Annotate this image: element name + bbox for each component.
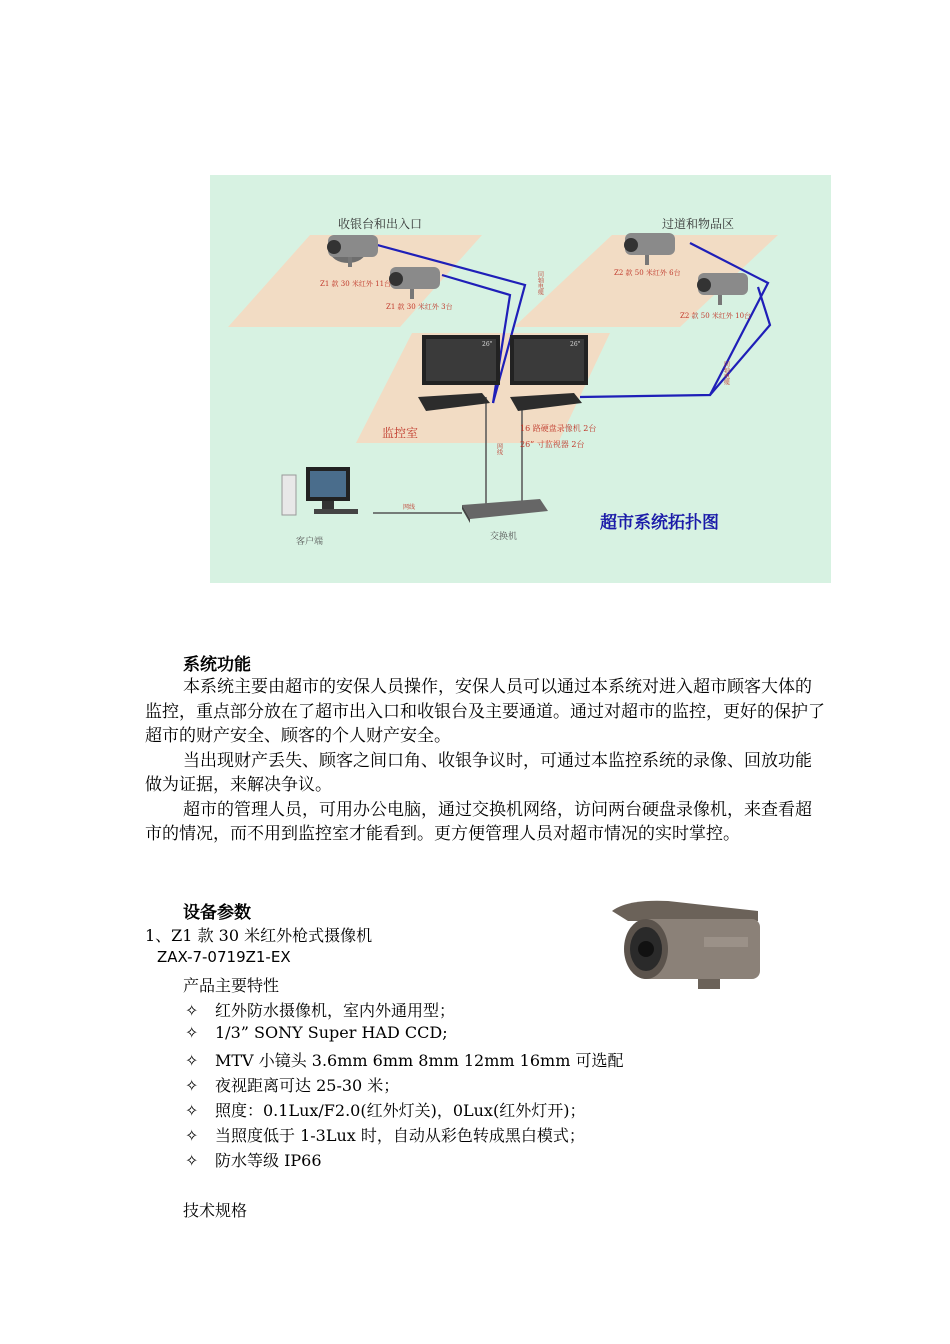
network-horizontal-label: 网线 xyxy=(403,504,416,511)
feature-item: ✧ 夜视距离可达 25-30 米； xyxy=(185,1076,400,1095)
feature-item: ✧ 当照度低于 1-3Lux 时，自动从彩色转成黑白模式； xyxy=(185,1126,585,1145)
params-title: 设备参数 xyxy=(183,903,251,923)
camera-photo xyxy=(608,897,768,1007)
bullet-icon: ✧ xyxy=(185,1051,199,1070)
bullet-icon: ✧ xyxy=(185,1151,199,1170)
feature-item: ✧ 红外防水摄像机，室内外通用型； xyxy=(185,1001,456,1020)
function-title: 系统功能 xyxy=(183,655,251,675)
spec-title: 技术规格 xyxy=(183,1201,248,1220)
feature-item: ✧ 防水等级 IP66 xyxy=(185,1151,322,1170)
client-label: 客户端 xyxy=(296,537,324,547)
cam-z2-6-label: Z2 款 50 米红外 6台 xyxy=(614,269,681,277)
dvr-label: 16 路硬盘录像机 2台 xyxy=(520,424,597,433)
feature-item: ✧ MTV 小镜头 3.6mm 6mm 8mm 12mm 16mm 可选配 xyxy=(185,1051,624,1070)
diagram-title: 超市系统拓扑图 xyxy=(600,513,719,533)
product-title: 1、Z1 款 30 米红外枪式摄像机 xyxy=(145,926,373,945)
monitor-badge-left: 26" xyxy=(482,341,493,348)
bullet-icon: ✧ xyxy=(185,1101,199,1120)
features-title: 产品主要特性 xyxy=(183,976,280,995)
cam-z1-3-label: Z1 款 30 米红外 3台 xyxy=(386,303,453,311)
topology-diagram xyxy=(210,175,831,583)
switch-icon xyxy=(462,499,548,523)
bullet-icon: ✧ xyxy=(185,1023,199,1042)
bullet-icon: ✧ xyxy=(185,1001,199,1020)
network-vertical-label: 网线 xyxy=(495,443,503,455)
zone-checkout-label: 收银台和出入口 xyxy=(338,217,423,231)
bullet-icon: ✧ xyxy=(185,1076,199,1095)
switch-label: 交换机 xyxy=(490,532,518,542)
monitor-badge-right: 26" xyxy=(570,341,581,348)
camera-photo-icon xyxy=(608,897,768,1007)
function-paragraph-3: 超市的管理人员，可用办公电脑，通过交换机网络，访问两台硬盘录像机，来查看超市的情况，而不用到监控室才能看到。更方便管理人员对超市情况的实时掌控。 xyxy=(145,799,812,844)
monitor-room-label: 监控室 xyxy=(382,426,419,440)
zone-aisle-label: 过道和物品区 xyxy=(662,217,735,231)
feature-item: ✧ 照度：0.1Lux/F2.0(红外灯关)，0Lux(红外灯开)； xyxy=(185,1101,586,1120)
cable-left-label: 同轴电缆 xyxy=(536,271,544,295)
topology-svg xyxy=(210,175,831,583)
client-pc-icon xyxy=(282,467,358,515)
cam-z1-11-label: Z1 款 30 米红外 11台 xyxy=(320,280,392,288)
function-paragraph-2: 当出现财产丢失、顾客之间口角、收银争议时，可通过本监控系统的录像、回放功能做为证据，来解决争议。 xyxy=(145,750,812,795)
feature-item: ✧ 1/3” SONY Super HAD CCD; xyxy=(185,1023,448,1042)
function-body xyxy=(145,675,825,847)
monitor-label: 26” 寸监视器 2台 xyxy=(520,440,585,449)
cam-z2-10-label: Z2 款 50 米红外 10台 xyxy=(680,312,752,320)
product-model: ZAX-7-0719Z1-EX xyxy=(157,948,291,966)
function-paragraph-1: 本系统主要由超市的安保人员操作，安保人员可以通过本系统对进入超市顾客大体的监控，重点部分放在了超市出入口和收银台及主要通道。通过对超市的监控，更好的保护了超市的财产安全、顾客的个人财产安全。 xyxy=(145,677,825,746)
cable-right-label: 同轴电缆 xyxy=(722,361,730,385)
bullet-icon: ✧ xyxy=(185,1126,199,1145)
